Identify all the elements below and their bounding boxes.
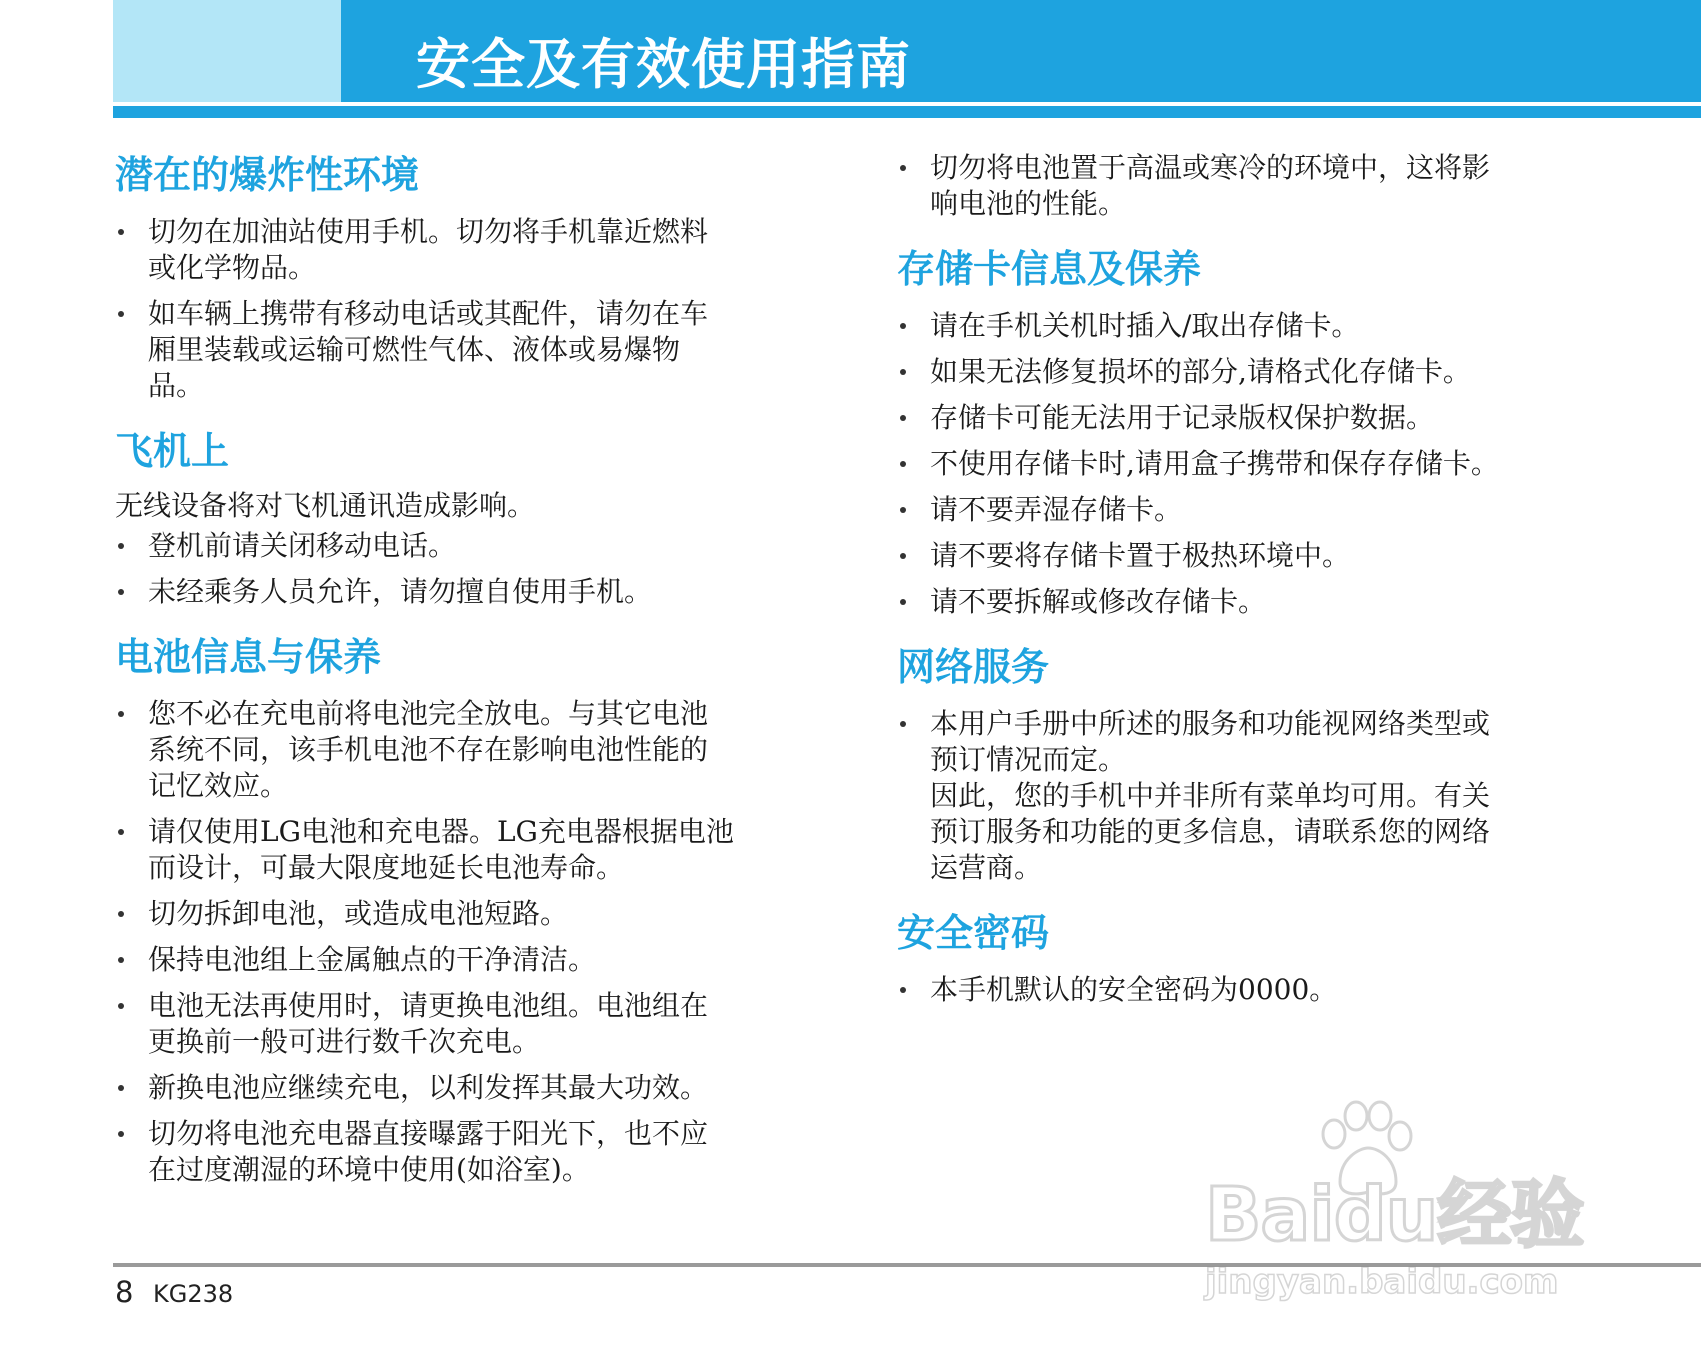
- section-explosive-environment: [115, 150, 795, 404]
- bullet-list: [897, 150, 1587, 222]
- list-item: 请不要将存储卡置于极热环境中。: [930, 539, 1351, 572]
- right-column: [897, 150, 1587, 1030]
- list-item: 切勿将电池充电器直接曝露于阳光下，也不应 在过度潮湿的环境中使用(如浴室)。: [148, 1117, 709, 1186]
- section-title: 飞机上: [115, 429, 230, 473]
- list-item: 如车辆上携带有移动电话或其配件，请勿在车 厢里装载或运输可燃性气体、液体或易爆物 品。: [148, 297, 709, 402]
- header-rule: [113, 106, 1701, 118]
- header-light-block: [113, 0, 341, 102]
- list-item: 如果无法修复损坏的部分,请格式化存储卡。: [930, 355, 1471, 388]
- left-column: [115, 150, 795, 1210]
- section-network-service: [897, 642, 1587, 886]
- bullet-list: [897, 308, 1587, 620]
- list-item: 切勿拆卸电池，或造成电池短路。: [148, 897, 569, 930]
- bullet-list: [897, 706, 1587, 886]
- list-item: 请仅使用LG电池和充电器。LG充电器根据电池 而设计，可最大限度地延长电池寿命。: [148, 815, 734, 884]
- section-memory-card: [897, 244, 1587, 620]
- list-item: 登机前请关闭移动电话。: [148, 529, 457, 562]
- section-intro: 无线设备将对飞机通讯造成影响。: [115, 489, 536, 522]
- list-item: 不使用存储卡时,请用盒子携带和保存存储卡。: [930, 447, 1499, 480]
- bullet-list: [115, 214, 795, 404]
- list-item: 电池无法再使用时，请更换电池组。电池组在 更换前一般可进行数千次充电。: [148, 989, 709, 1058]
- section-security-code: [897, 908, 1587, 1008]
- section-title: 电池信息与保养: [115, 635, 382, 679]
- list-item: 未经乘务人员允许，请勿擅自使用手机。: [148, 575, 653, 608]
- section-battery-care-continued: [897, 150, 1587, 222]
- list-item: 切勿在加油站使用手机。切勿将手机靠近燃料 或化学物品。: [148, 215, 709, 284]
- list-item: 本手机默认的安全密码为0000。: [930, 973, 1338, 1006]
- list-item: 保持电池组上金属触点的干净清洁。: [148, 943, 597, 976]
- baidu-watermark: [1205, 1100, 1605, 1310]
- list-item: 切勿将电池置于高温或寒冷的环境中，这将影 响电池的性能。: [930, 151, 1491, 220]
- bullet-list: [115, 696, 795, 1188]
- section-title: 安全密码: [897, 911, 1050, 955]
- bullet-list: [897, 972, 1587, 1008]
- section-title: 网络服务: [897, 645, 1050, 689]
- list-item: 新换电池应继续充电，以利发挥其最大功效。: [148, 1071, 709, 1104]
- watermark-logo-text: Baidu经验: [1205, 1172, 1584, 1258]
- section-aircraft: [115, 426, 795, 610]
- list-item: 存储卡可能无法用于记录版权保护数据。: [930, 401, 1435, 434]
- watermark-url-text: jingyan.baidu.com: [1205, 1262, 1559, 1302]
- list-item: 本用户手册中所述的服务和功能视网络类型或 预订情况而定。 因此，您的手机中并非所有菜单均可用。有关 预订服务和功能的更多信息，请联系您的网络 运营商。: [930, 707, 1491, 884]
- page-number: 8: [115, 1275, 134, 1309]
- section-battery-care: [115, 632, 795, 1188]
- list-item: 请不要弄湿存储卡。: [930, 493, 1183, 526]
- page-title: 安全及有效使用指南: [416, 33, 911, 96]
- list-item: 您不必在充电前将电池完全放电。与其它电池 系统不同，该手机电池不存在影响电池性能的 记忆效应。: [148, 697, 709, 802]
- model-name: KG238: [153, 1280, 234, 1308]
- bullet-list: [115, 528, 795, 610]
- list-item: 请不要拆解或修改存储卡。: [930, 585, 1267, 618]
- section-title: 存储卡信息及保养: [897, 247, 1202, 291]
- section-title: 潜在的爆炸性环境: [115, 153, 420, 197]
- list-item: 请在手机关机时插入/取出存储卡。: [930, 309, 1360, 342]
